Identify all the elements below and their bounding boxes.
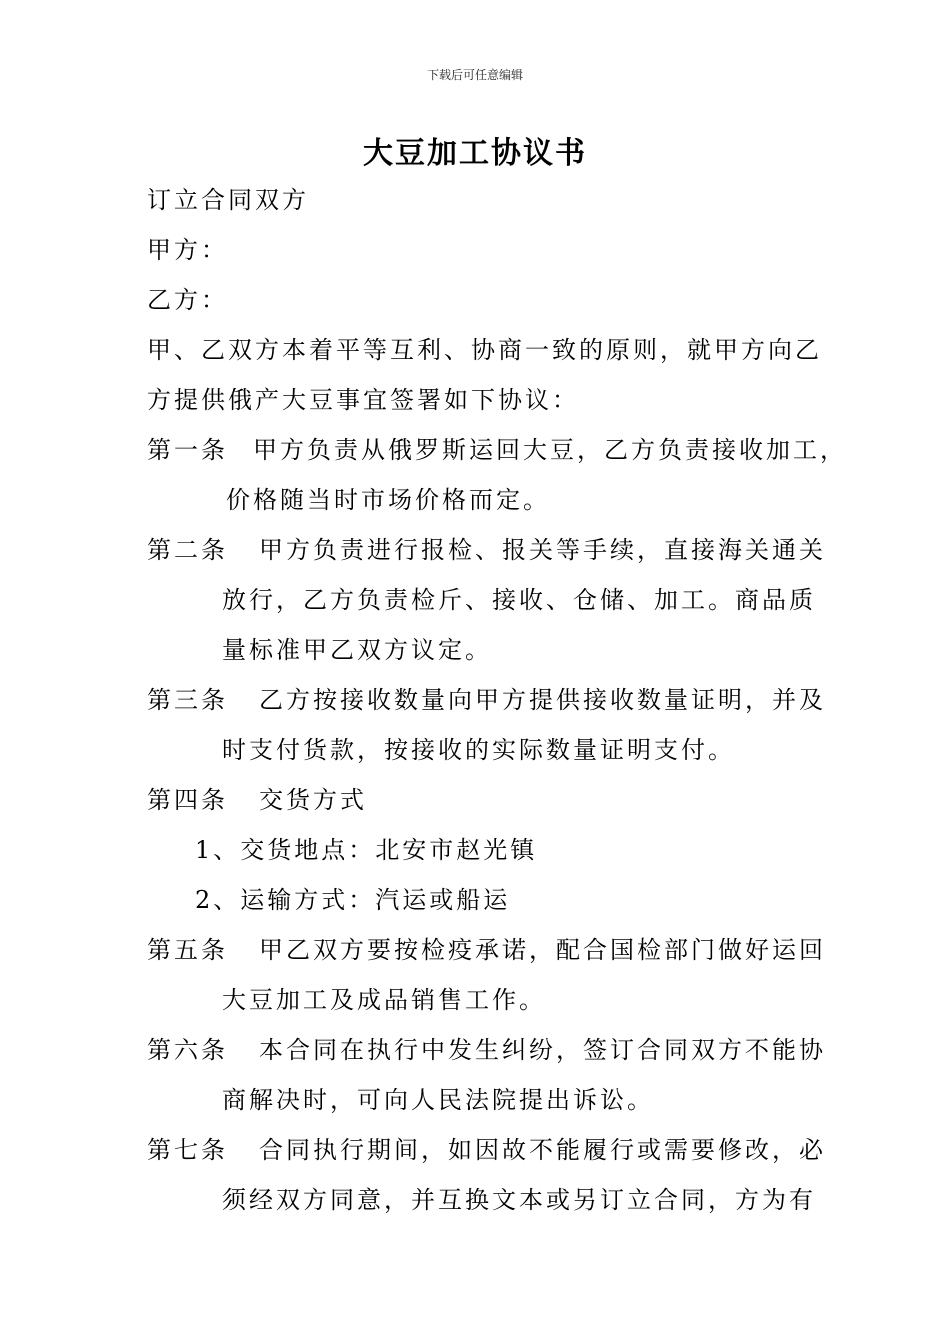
article-text: 交货方式 (259, 786, 367, 814)
party-b: 乙方： (147, 286, 228, 314)
article-text: 量标准甲乙双方议定。 (222, 636, 492, 664)
article-text: 商解决时，可向人民法院提出诉讼。 (222, 1086, 654, 1114)
intro-line-2: 方提供俄产大豆事宜签署如下协议： (147, 386, 579, 414)
article-label: 第六条 (147, 1036, 228, 1064)
intro-line-1: 甲、乙双方本着平等互利、协商一致的原则，就甲方向乙 (147, 336, 822, 364)
list-item: 1、交货地点：北安市赵光镇 (195, 836, 538, 864)
article-text: 须经双方同意，并互换文本或另订立合同，方为有 (222, 1186, 816, 1214)
article-label: 第二条 (147, 536, 228, 564)
article-text: 本合同在执行中发生纠纷，签订合同双方不能协 (259, 1036, 826, 1064)
party-a: 甲方： (147, 236, 228, 264)
parties-heading: 订立合同双方 (147, 186, 309, 214)
article-label: 第五条 (147, 936, 228, 964)
article-label: 第三条 (147, 686, 228, 714)
article-label: 第七条 (147, 1136, 228, 1164)
article-text: 时支付货款，按接收的实际数量证明支付。 (222, 736, 735, 764)
article-text: 大豆加工及成品销售工作。 (222, 986, 546, 1014)
article-6 (147, 1030, 826, 1070)
article-3 (147, 680, 826, 720)
article-text: 乙方按接收数量向甲方提供接收数量证明，并及 (259, 686, 826, 714)
article-7 (147, 1130, 826, 1170)
document-title: 大豆加工协议书 (363, 136, 587, 171)
article-text: 甲方负责进行报检、报关等手续，直接海关通关 (259, 536, 826, 564)
article-2 (147, 530, 826, 570)
article-label: 第四条 (147, 786, 228, 814)
article-1 (147, 430, 847, 470)
article-text: 合同执行期间，如因故不能履行或需要修改，必 (259, 1136, 826, 1164)
article-4 (147, 780, 367, 820)
article-5 (147, 930, 826, 970)
article-text: 放行，乙方负责检斤、接收、仓储、加工。商品质 (222, 586, 816, 614)
header-note: 下载后可任意编辑 (426, 68, 523, 82)
article-label: 第一条 (147, 436, 228, 464)
article-text: 价格随当时市场价格而定。 (226, 486, 550, 514)
list-item: 2、运输方式：汽运或船运 (195, 886, 511, 914)
article-text: 甲乙双方要按检疫承诺，配合国检部门做好运回 (259, 936, 826, 964)
article-text: 甲方负责从俄罗斯运回大豆，乙方负责接收加工， (253, 436, 847, 464)
